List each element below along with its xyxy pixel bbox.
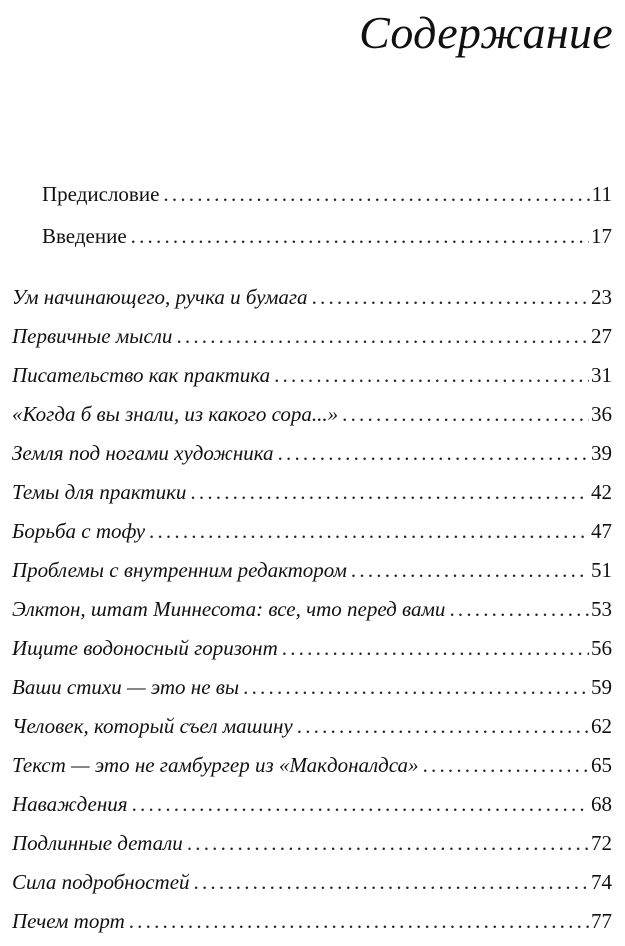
toc-entry-chapter[interactable] xyxy=(12,326,612,347)
toc-entry-chapter[interactable] xyxy=(12,716,612,737)
toc-entry-page: 23 xyxy=(591,285,612,309)
dot-leader xyxy=(149,521,589,542)
toc-entry-title: «Когда б вы знали, из какого сора...» xyxy=(12,402,339,426)
toc-entry-page: 65 xyxy=(591,753,612,777)
dot-leader xyxy=(342,404,589,425)
toc-entry-chapter[interactable] xyxy=(12,599,612,620)
toc-entry-page: 17 xyxy=(591,224,612,248)
toc-entry-introduction[interactable] xyxy=(42,226,612,247)
dot-leader xyxy=(274,365,589,386)
toc-entry-chapter[interactable] xyxy=(12,638,612,659)
toc-entry-chapter[interactable] xyxy=(12,833,612,854)
toc-entry-page: 39 xyxy=(591,441,612,465)
toc-entry-title: Печем торт xyxy=(12,909,125,933)
toc-entry-page: 56 xyxy=(591,636,612,660)
toc-entry-chapter[interactable] xyxy=(12,872,612,893)
toc-entry-title: Подлинные детали xyxy=(12,831,183,855)
dot-leader xyxy=(243,677,589,698)
dot-leader xyxy=(132,794,589,815)
dot-leader xyxy=(423,755,589,776)
dot-leader xyxy=(282,638,589,659)
dot-leader xyxy=(351,560,589,581)
toc-entry-page: 47 xyxy=(591,519,612,543)
toc-entry-title: Борьба с тофу xyxy=(12,519,146,543)
toc-entry-title: Темы для практики xyxy=(12,480,187,504)
toc-entry-chapter[interactable] xyxy=(12,443,612,464)
toc-entry-page: 62 xyxy=(591,714,612,738)
toc-entry-title: Предисловие xyxy=(42,182,160,206)
toc-entry-chapter[interactable] xyxy=(12,287,612,308)
toc-entry-page: 53 xyxy=(591,597,612,621)
toc-entry-chapter[interactable] xyxy=(12,911,612,932)
dot-leader xyxy=(129,911,589,932)
dot-leader xyxy=(163,184,589,205)
dot-leader xyxy=(131,226,589,247)
page-title: Содержание xyxy=(359,7,613,58)
dot-leader xyxy=(187,833,589,854)
toc-entry-chapter[interactable] xyxy=(12,365,612,386)
toc-entry-chapter[interactable] xyxy=(12,482,612,503)
dot-leader xyxy=(312,287,589,308)
toc-entry-title: Введение xyxy=(42,224,127,248)
toc-entry-title: Писательство как практика xyxy=(12,363,271,387)
dot-leader xyxy=(190,482,589,503)
toc-entry-title: Текст — это не гамбургер из «Макдоналдса» xyxy=(12,753,419,777)
toc-entry-page: 74 xyxy=(591,870,612,894)
toc-entry-title: Ищите водоносный горизонт xyxy=(12,636,278,660)
toc-entry-chapter[interactable] xyxy=(12,677,612,698)
toc-entry-page: 51 xyxy=(591,558,612,582)
toc-entry-preface[interactable] xyxy=(42,184,612,205)
toc-entry-page: 59 xyxy=(591,675,612,699)
dot-leader xyxy=(449,599,589,620)
dot-leader xyxy=(297,716,589,737)
toc-entry-page: 11 xyxy=(591,182,612,206)
toc-entry-chapter[interactable] xyxy=(12,521,612,542)
toc-entry-page: 68 xyxy=(591,792,612,816)
toc-entry-page: 36 xyxy=(591,402,612,426)
dot-leader xyxy=(278,443,589,464)
toc-entry-chapter[interactable] xyxy=(12,560,612,581)
toc-entry-title: Земля под ногами художника xyxy=(12,441,274,465)
toc-entry-page: 72 xyxy=(591,831,612,855)
dot-leader xyxy=(194,872,589,893)
toc-entry-page: 77 xyxy=(591,909,612,933)
toc-entry-page: 31 xyxy=(591,363,612,387)
toc-entry-title: Ум начинающего, ручка и бумага xyxy=(12,285,308,309)
toc-entry-title: Человек, который съел машину xyxy=(12,714,293,738)
toc-entry-title: Ваши стихи — это не вы xyxy=(12,675,240,699)
dot-leader xyxy=(176,326,589,347)
toc-entry-chapter[interactable] xyxy=(12,755,612,776)
toc-entry-chapter[interactable] xyxy=(12,794,612,815)
toc-entry-title: Проблемы с внутренним редактором xyxy=(12,558,347,582)
toc-entry-chapter[interactable] xyxy=(12,404,612,425)
toc-entry-page: 42 xyxy=(591,480,612,504)
toc-entry-title: Элктон, штат Миннесота: все, что перед вами xyxy=(12,597,446,621)
toc-entry-title: Наваждения xyxy=(12,792,128,816)
toc-entry-page: 27 xyxy=(591,324,612,348)
toc-entry-title: Сила подробностей xyxy=(12,870,190,894)
toc-entry-title: Первичные мысли xyxy=(12,324,173,348)
